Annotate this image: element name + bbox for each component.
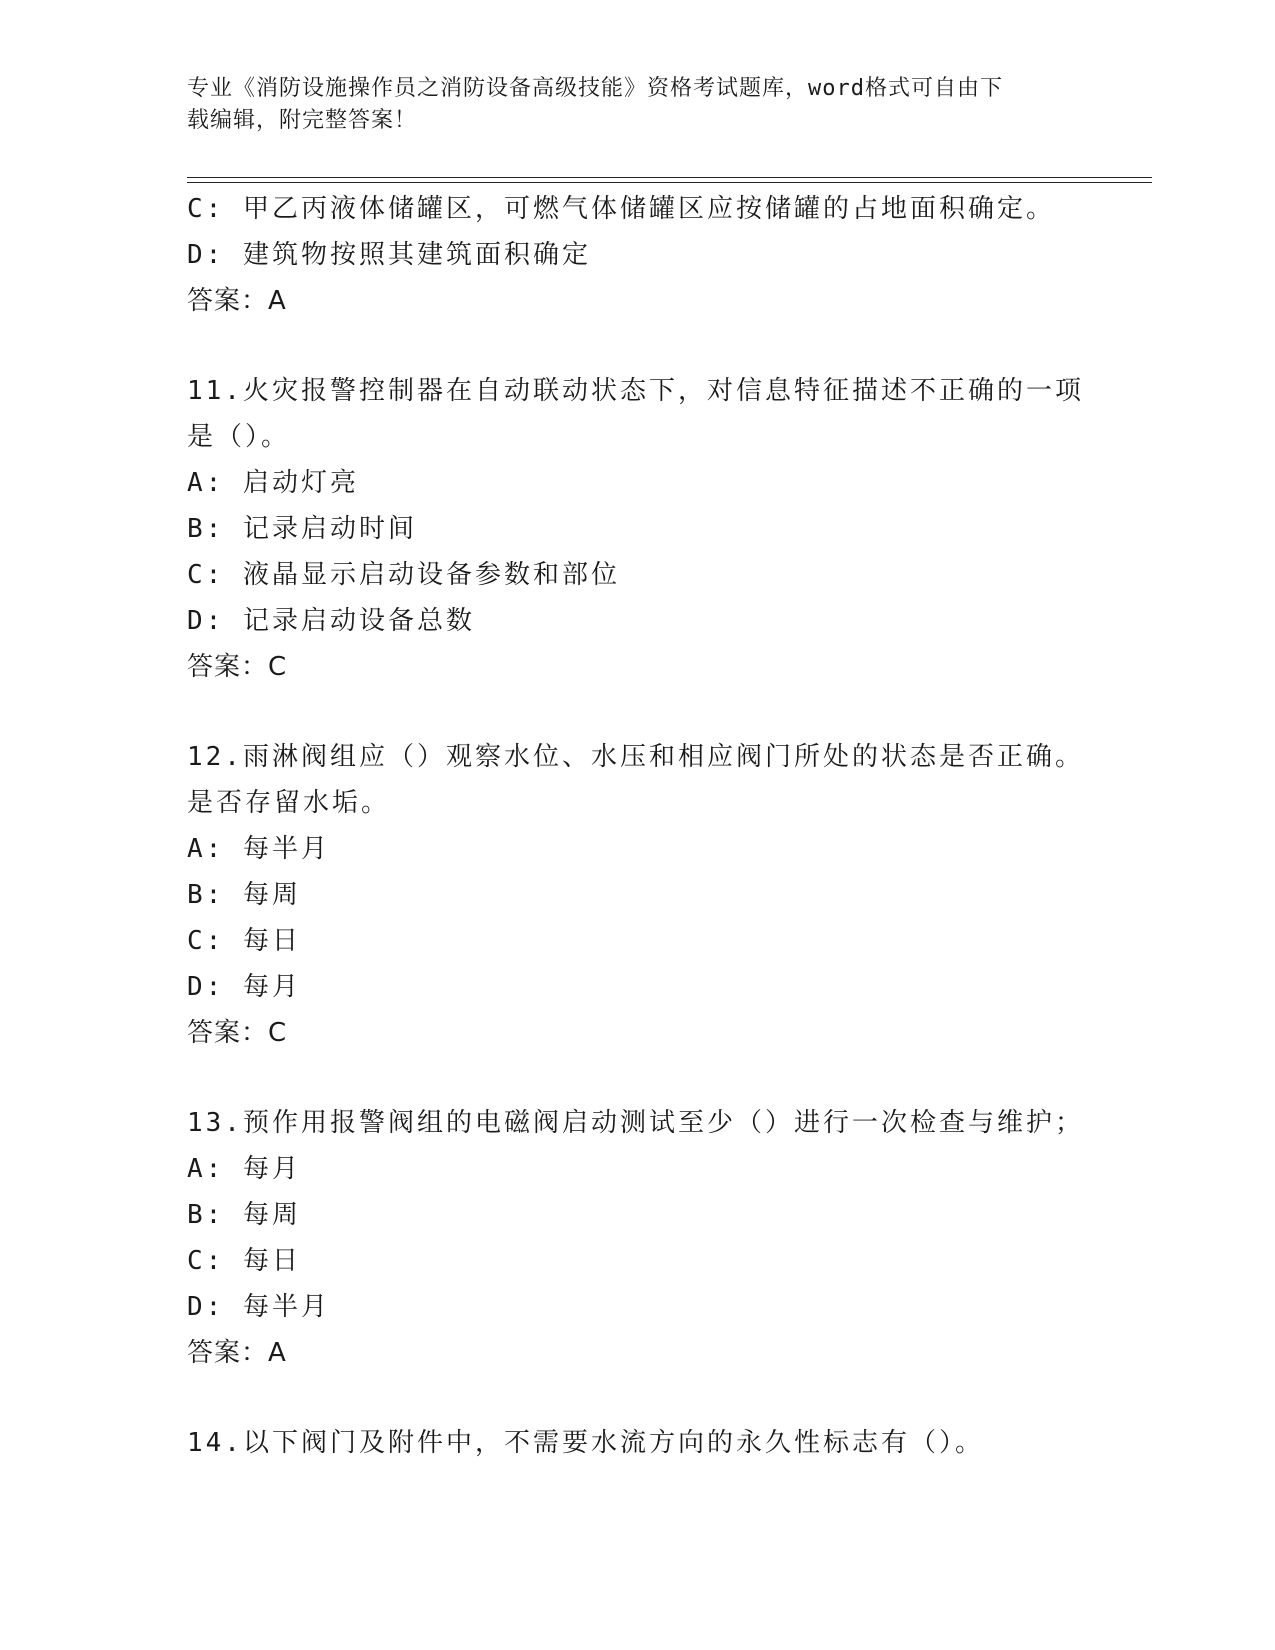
question-body (187, 186, 1087, 1466)
question-stem: 13.预作用报警阀组的电磁阀启动测试至少（）进行一次检查与维护； (187, 1108, 1084, 1138)
answer: 答案：A (187, 1338, 287, 1368)
option-c: C: 每日 (187, 1246, 301, 1276)
header-line-2: 载编辑，附完整答案！ (187, 108, 418, 133)
header-divider-top (187, 177, 1152, 178)
option-d: D: 每月 (187, 972, 301, 1002)
question-14 (187, 1420, 1087, 1466)
question-stem: 14.以下阀门及附件中，不需要水流方向的永久性标志有（）。 (187, 1428, 984, 1458)
option-a: A: 启动灯亮 (187, 468, 359, 498)
question-11 (187, 368, 1087, 690)
question-stem: 12.雨淋阀组应（）观察水位、水压和相应阀门所处的状态是否正确。 (187, 742, 1084, 772)
question-stem: 是（）。 (187, 422, 291, 452)
option-b: B: 记录启动时间 (187, 514, 417, 544)
question-13 (187, 1100, 1087, 1376)
question-stem: 11.火灾报警控制器在自动联动状态下，对信息特征描述不正确的一项 (187, 376, 1084, 406)
document-header (187, 73, 1067, 137)
option-b: B: 每周 (187, 1200, 301, 1230)
question-stem: 是否存留水垢。 (187, 788, 391, 818)
header-line-1: 专业《消防设施操作员之消防设备高级技能》资格考试题库，word格式可自由下 (187, 76, 1003, 101)
answer: 答案：C (187, 1018, 288, 1048)
option-b: B: 每周 (187, 880, 301, 910)
option-d: D: 每半月 (187, 1292, 330, 1322)
prev-option-d: D: 建筑物按照其建筑面积确定 (187, 240, 591, 270)
option-a: A: 每半月 (187, 834, 330, 864)
option-c: C: 每日 (187, 926, 301, 956)
answer: 答案：C (187, 652, 288, 682)
prev-option-c: C: 甲乙丙液体储罐区，可燃气体储罐区应按储罐的占地面积确定。 (187, 194, 1055, 224)
header-divider-bottom (187, 182, 1152, 183)
option-a: A: 每月 (187, 1154, 301, 1184)
prev-answer: 答案：A (187, 286, 287, 316)
option-d: D: 记录启动设备总数 (187, 606, 475, 636)
option-c: C: 液晶显示启动设备参数和部位 (187, 560, 620, 590)
question-12 (187, 734, 1087, 1056)
